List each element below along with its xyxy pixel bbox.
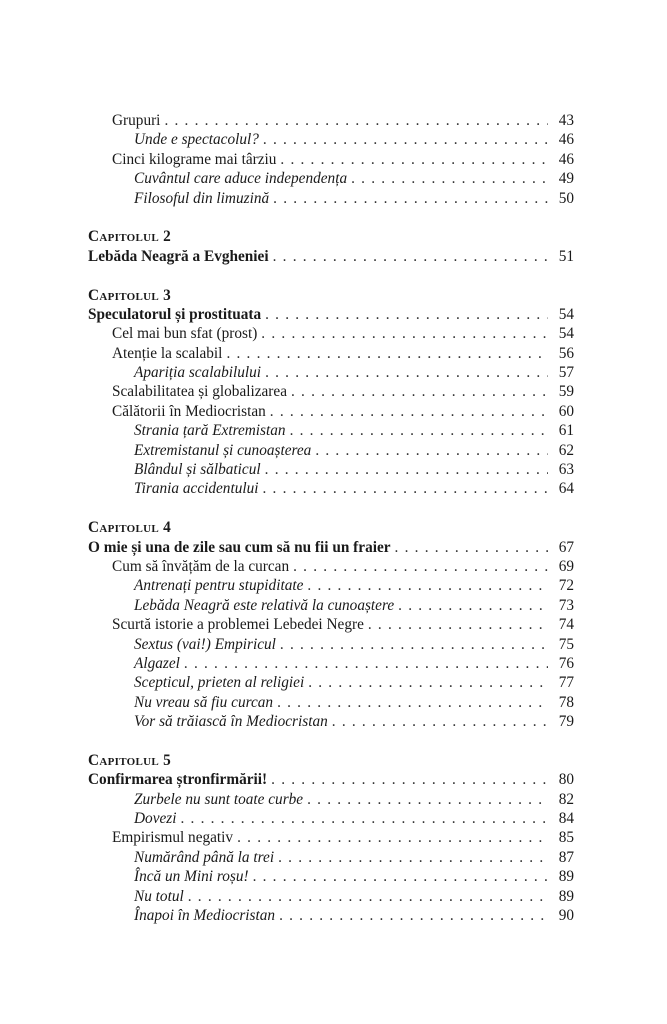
toc-subentry: Apariția scalabilului . . . 57 bbox=[88, 363, 574, 382]
page-number: 75 bbox=[558, 635, 574, 653]
toc-entry: Călătorii în Mediocristan . . . 60 bbox=[88, 402, 574, 421]
page-number: 84 bbox=[558, 810, 574, 828]
chapter-label: Capitolul 5 bbox=[88, 751, 172, 769]
dot-leader bbox=[307, 790, 548, 809]
chapter-label: Capitolul 3 bbox=[88, 286, 172, 304]
page-number: 61 bbox=[558, 422, 574, 440]
page-number: 59 bbox=[558, 383, 574, 401]
toc-subentry: Vor să trăiască în Mediocristan . . . 79 bbox=[88, 712, 574, 731]
dot-leader bbox=[280, 635, 548, 654]
toc-subentry: Extremistanul și cunoașterea . . . 62 bbox=[88, 441, 574, 460]
page-number: 82 bbox=[558, 790, 574, 808]
chapter-title: Speculatorul și prostituata . . . 54 bbox=[88, 305, 574, 324]
toc-subentry: Sextus (vai!) Empiricul . . . 75 bbox=[88, 635, 574, 654]
spacer bbox=[88, 499, 574, 518]
page-number: 57 bbox=[558, 364, 574, 382]
table-of-contents bbox=[88, 111, 574, 925]
page-number: 89 bbox=[558, 868, 574, 886]
page-number: 46 bbox=[558, 131, 574, 149]
dot-leader bbox=[164, 111, 548, 130]
dot-leader bbox=[265, 305, 548, 324]
page-number: 79 bbox=[558, 713, 574, 731]
dot-leader bbox=[273, 247, 548, 266]
dot-leader bbox=[265, 363, 548, 382]
toc-subentry: Unde e spectacolul? . . . 46 bbox=[88, 130, 574, 149]
page-number: 73 bbox=[558, 596, 574, 614]
page-number: 46 bbox=[558, 150, 574, 168]
dot-leader bbox=[265, 460, 548, 479]
toc-subentry: Scepticul, prieten al religiei . . . 77 bbox=[88, 673, 574, 692]
dot-leader bbox=[351, 169, 548, 188]
page-number: 89 bbox=[558, 887, 574, 905]
dot-leader bbox=[332, 712, 548, 731]
dot-leader bbox=[398, 596, 548, 615]
toc-subentry: Filosoful din limuzină . . . 50 bbox=[88, 189, 574, 208]
dot-leader bbox=[188, 887, 548, 906]
page-number: 85 bbox=[558, 829, 574, 847]
toc-subentry: Numărând până la trei . . . 87 bbox=[88, 848, 574, 867]
toc-subentry: Înapoi în Mediocristan . . . 90 bbox=[88, 906, 574, 925]
toc-subentry: Antrenați pentru stupiditate . . . 72 bbox=[88, 576, 574, 595]
page-number: 80 bbox=[558, 771, 574, 789]
page-number: 77 bbox=[558, 674, 574, 692]
chapter-title: Confirmarea ștronfirmării! . . . 80 bbox=[88, 770, 574, 789]
chapter-label: Capitolul 2 bbox=[88, 228, 172, 246]
page-number: 56 bbox=[558, 344, 574, 362]
dot-leader bbox=[280, 150, 548, 169]
toc-subentry: Algazel . . . 76 bbox=[88, 654, 574, 673]
spacer bbox=[88, 208, 574, 227]
page-number: 72 bbox=[558, 577, 574, 595]
toc-entry: Cinci kilograme mai târziu . . . 46 bbox=[88, 150, 574, 169]
dot-leader bbox=[307, 576, 548, 595]
toc-subentry: Lebăda Neagră este relativă la cunoaștere . . . 73 bbox=[88, 596, 574, 615]
toc-entry: Cel mai bun sfat (prost) . . . 54 bbox=[88, 324, 574, 343]
toc-entry: Grupuri . . . 43 bbox=[88, 111, 574, 130]
page-number: 67 bbox=[558, 538, 574, 556]
dot-leader bbox=[184, 654, 548, 673]
dot-leader bbox=[271, 770, 548, 789]
toc-entry: Cum să învățăm de la curcan . . . 69 bbox=[88, 557, 574, 576]
page-number: 78 bbox=[558, 693, 574, 711]
toc-subentry: Cuvântul care aduce independența . . . 49 bbox=[88, 169, 574, 188]
page-number: 76 bbox=[558, 654, 574, 672]
page-number: 50 bbox=[558, 189, 574, 207]
dot-leader bbox=[226, 344, 548, 363]
page-number: 90 bbox=[558, 907, 574, 925]
dot-leader bbox=[253, 867, 548, 886]
dot-leader bbox=[263, 130, 548, 149]
dot-leader bbox=[270, 402, 548, 421]
toc-subentry: Încă un Mini roșu! . . . 89 bbox=[88, 867, 574, 886]
toc-subentry: Blândul și sălbaticul . . . 63 bbox=[88, 460, 574, 479]
page-number: 49 bbox=[558, 170, 574, 188]
page-number: 60 bbox=[558, 402, 574, 420]
page-number: 69 bbox=[558, 557, 574, 575]
dot-leader bbox=[278, 848, 548, 867]
dot-leader bbox=[395, 538, 548, 557]
dot-leader bbox=[263, 479, 549, 498]
page-number: 87 bbox=[558, 848, 574, 866]
page-number: 54 bbox=[558, 325, 574, 343]
dot-leader bbox=[273, 189, 548, 208]
dot-leader bbox=[291, 382, 548, 401]
toc-subentry: Strania țară Extremistan . . . 61 bbox=[88, 421, 574, 440]
page-number: 74 bbox=[558, 616, 574, 634]
dot-leader bbox=[290, 421, 548, 440]
dot-leader bbox=[315, 441, 548, 460]
dot-leader bbox=[308, 673, 548, 692]
page-number: 54 bbox=[558, 305, 574, 323]
toc-subentry: Dovezi . . . 84 bbox=[88, 809, 574, 828]
toc-subentry: Nu totul . . . 89 bbox=[88, 887, 574, 906]
toc-subentry: Zurbele nu sunt toate curbe . . . 82 bbox=[88, 790, 574, 809]
chapter-title: Lebăda Neagră a Evgheniei . . . 51 bbox=[88, 247, 574, 266]
chapter-title: O mie și una de zile sau cum să nu fii un fraier . . . 67 bbox=[88, 538, 574, 557]
page-number: 63 bbox=[558, 461, 574, 479]
toc-entry: Empirismul negativ . . . 85 bbox=[88, 828, 574, 847]
dot-leader bbox=[180, 809, 548, 828]
spacer bbox=[88, 266, 574, 285]
spacer bbox=[88, 732, 574, 751]
toc-subentry: Tirania accidentului . . . 64 bbox=[88, 479, 574, 498]
page-number: 51 bbox=[558, 247, 574, 265]
dot-leader bbox=[261, 324, 548, 343]
dot-leader bbox=[277, 693, 548, 712]
toc-entry: Scalabilitatea și globalizarea . . . 59 bbox=[88, 382, 574, 401]
dot-leader bbox=[279, 906, 548, 925]
toc-entry: Scurtă istorie a problemei Lebedei Negre . . . 74 bbox=[88, 615, 574, 634]
chapter-label: Capitolul 4 bbox=[88, 519, 172, 537]
page-number: 43 bbox=[558, 112, 574, 129]
page-number: 64 bbox=[558, 480, 574, 498]
dot-leader bbox=[293, 557, 548, 576]
page-number: 62 bbox=[558, 441, 574, 459]
toc-entry: Atenție la scalabil . . . 56 bbox=[88, 344, 574, 363]
dot-leader bbox=[368, 615, 548, 634]
dot-leader bbox=[237, 828, 548, 847]
toc-subentry: Nu vreau să fiu curcan . . . 78 bbox=[88, 693, 574, 712]
